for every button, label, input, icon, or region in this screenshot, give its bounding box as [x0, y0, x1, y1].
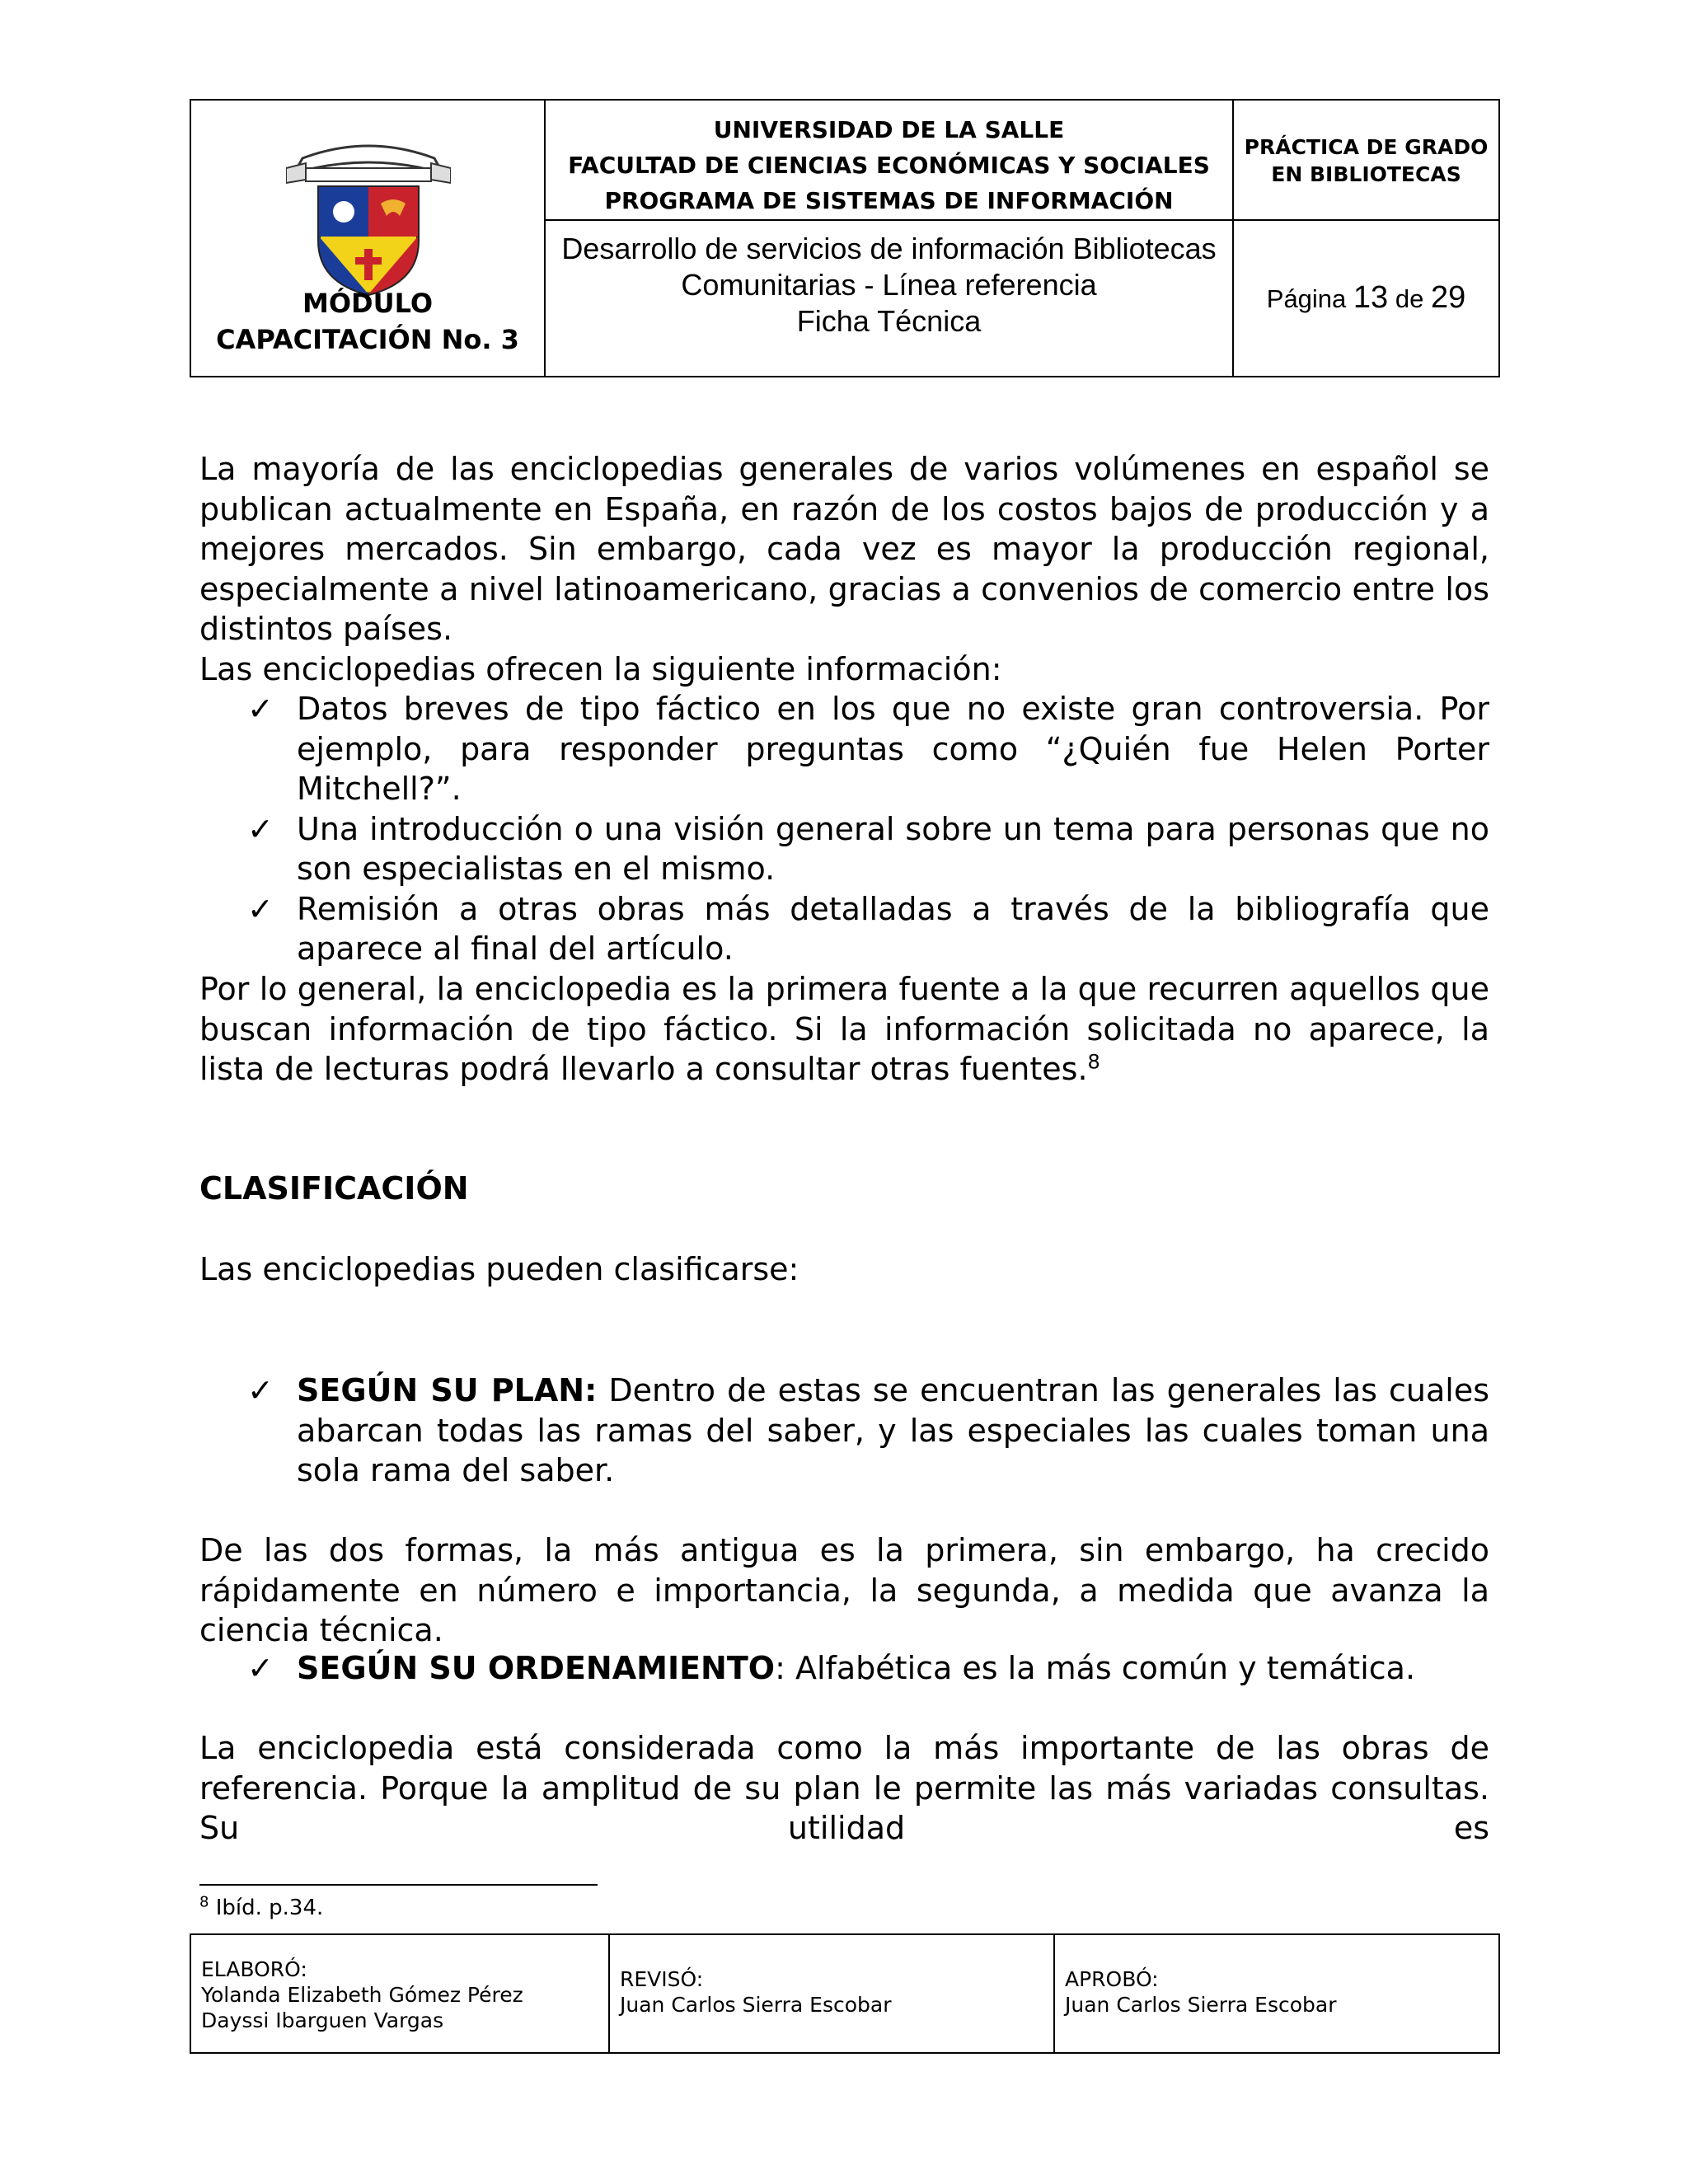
paragraph-3-text: Por lo general, la enciclopedia es la primera fuente a la que recurren aquellos que buscan información de tipo fáctico. Si la información solicitada no aparece, la lista de lecturas podrá llevarlo a consultar otras fuentes. — [199, 971, 1489, 1087]
faculty-name: FACULTAD DE CIENCIAS ECONÓMICAS Y SOCIALES — [568, 152, 1210, 179]
list-item-text: Datos breves de tipo fáctico en los que no existe gran controversia. Por ejemplo, para responder preguntas como “¿Quién fue Helen Porter Mitchell?”. — [297, 691, 1489, 807]
body-block-5 — [199, 1728, 1489, 1849]
elaboro-label: ELABORÓ: — [201, 1957, 307, 1981]
page-of: de — [1395, 284, 1424, 313]
practice-line-2: EN BIBLIOTECAS — [1271, 162, 1461, 186]
checkmark-icon: ✓ — [247, 1650, 274, 1686]
checkmark-icon: ✓ — [247, 691, 274, 727]
module-title — [191, 285, 544, 358]
paragraph-1: La mayoría de las enciclopedias generales de varios volúmenes en español se publican actualmente en España, en razón de los costos bajos de producción y a mejores mercados. Sin embargo, cada vez es mayor la producción regional, especialmente a nivel latinoamericano, gracias a convenios de comercio entre los distintos países. — [199, 451, 1489, 647]
description-line-3: Ficha Técnica — [796, 304, 982, 338]
list-item — [199, 1648, 1489, 1689]
training-label: CAPACITACIÓN No. 3 — [216, 324, 519, 355]
page-total: 29 — [1430, 280, 1466, 315]
list-item-text: Remisión a otras obras más detalladas a través de la bibliografía que aparece al final del artículo. — [297, 890, 1489, 967]
practice-title — [1234, 134, 1498, 188]
footnote — [199, 1893, 324, 1920]
bullet-list-3 — [199, 1648, 1489, 1689]
order-label: SEGÚN SU ORDENAMIENTO — [297, 1650, 776, 1686]
reviso-name: Juan Carlos Sierra Escobar — [620, 1993, 892, 2017]
page-number: 13 — [1353, 280, 1389, 315]
plan-text: Dentro de estas se encuentran las generales las cuales abarcan todas las ramas del saber, y las especiales las cuales toman una sola rama del saber. — [297, 1372, 1489, 1488]
body-block-2 — [199, 969, 1489, 1090]
aprobo-name: Juan Carlos Sierra Escobar — [1065, 1993, 1337, 2017]
aprobo-label: APROBÓ: — [1065, 1967, 1159, 1991]
page-indicator — [1234, 280, 1498, 316]
footnote-divider — [199, 1884, 598, 1886]
paragraph-2: Las enciclopedias ofrecen la siguiente información: — [199, 650, 1002, 687]
footer-aprobo-cell — [1055, 1935, 1498, 2052]
reviso-label: REVISÓ: — [620, 1967, 704, 1991]
header-right-cell — [1234, 101, 1498, 376]
program-name: PROGRAMA DE SISTEMAS DE INFORMACIÓN — [604, 187, 1174, 214]
checkmark-icon: ✓ — [247, 890, 274, 927]
footer-table — [190, 1933, 1500, 2054]
list-item — [199, 689, 1489, 809]
elaboro-name-2: Dayssi Ibarguen Vargas — [201, 2008, 444, 2032]
footnote-number: 8 — [199, 1893, 209, 1911]
paragraph-4: Las enciclopedias pueden clasificarse: — [199, 1251, 799, 1287]
paragraph-3 — [199, 969, 1489, 1090]
list-item-text: Una introducción o una visión general sobre un tema para personas que no son especialistas en el mismo. — [297, 810, 1489, 887]
institution-block — [546, 112, 1232, 218]
body-block-4 — [199, 1530, 1489, 1651]
document-description — [546, 231, 1232, 340]
body-block-3 — [199, 1249, 1489, 1290]
plan-label: SEGÚN SU PLAN: — [297, 1372, 598, 1408]
section-heading-block — [199, 1169, 1489, 1209]
description-line-2: Comunitarias - Línea referencia — [681, 268, 1097, 302]
paragraph-6: La enciclopedia está considerada como la más importante de las obras de referencia. Porque la amplitud de su plan le permite las más variadas consultas. Su utilidad es — [199, 1730, 1489, 1846]
module-label: MÓDULO — [302, 288, 434, 319]
page-word: Página — [1266, 284, 1347, 313]
practice-line-1: PRÁCTICA DE GRADO — [1244, 135, 1489, 159]
footer-reviso-cell — [610, 1935, 1055, 2052]
checkmark-icon: ✓ — [247, 810, 274, 847]
header-table — [190, 99, 1500, 377]
checkmark-icon: ✓ — [247, 1372, 274, 1408]
list-item — [199, 1371, 1489, 1491]
order-text: : Alfabética es la más común y temática. — [775, 1650, 1416, 1686]
university-name: UNIVERSIDAD DE LA SALLE — [713, 116, 1065, 143]
description-line-1: Desarrollo de servicios de información Bibliotecas — [561, 232, 1217, 265]
list-item — [199, 809, 1489, 889]
section-heading: CLASIFICACIÓN — [199, 1170, 469, 1207]
bullet-list-2 — [199, 1371, 1489, 1491]
footnote-text: Ibíd. p.34. — [209, 1896, 324, 1920]
header-center-cell — [546, 101, 1234, 376]
paragraph-5: De las dos formas, la más antigua es la primera, sin embargo, ha crecido rápidamente en número e importancia, la segunda, a medida que avanza la ciencia técnica. — [199, 1532, 1489, 1648]
bullet-list-1 — [199, 689, 1489, 969]
elaboro-name-1: Yolanda Elizabeth Gómez Pérez — [201, 1983, 523, 2007]
university-crest-logo — [286, 125, 451, 298]
body-block-1 — [199, 449, 1489, 689]
header-left-cell — [191, 101, 546, 376]
footer-elaboro-cell — [191, 1935, 610, 2052]
footnote-reference: 8 — [1087, 1050, 1100, 1074]
list-item — [199, 889, 1489, 969]
